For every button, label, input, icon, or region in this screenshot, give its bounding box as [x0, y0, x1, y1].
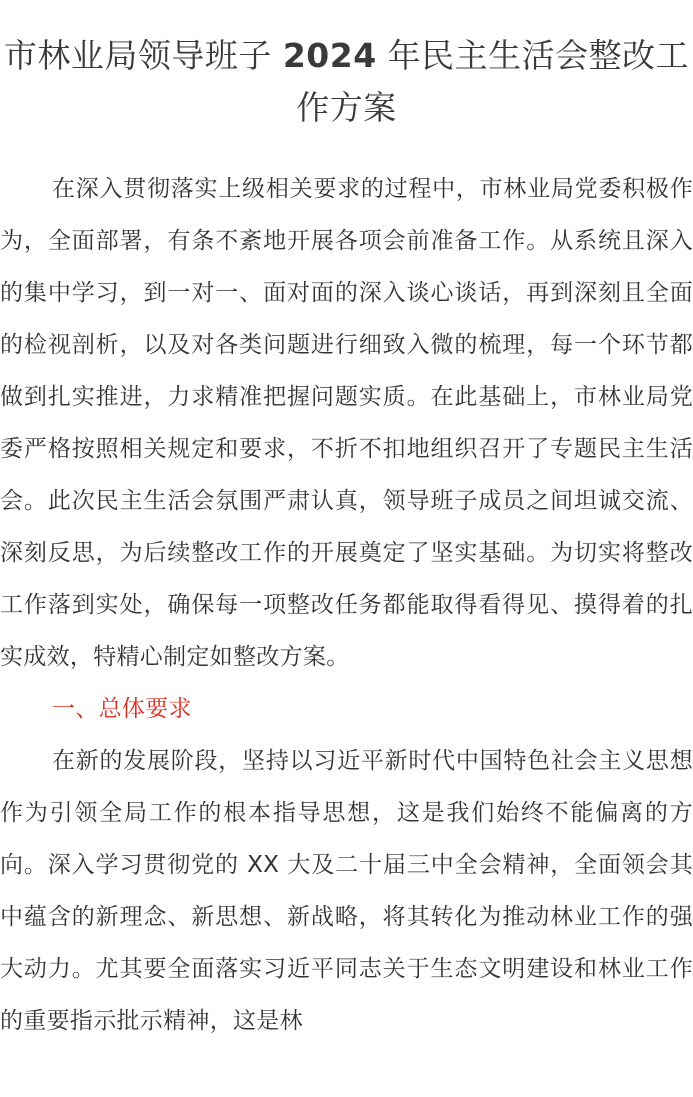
title-part-2: 年民主生活会整改工作方案	[296, 36, 690, 127]
intro-paragraph: 在深入贯彻落实上级相关要求的过程中，市林业局党委积极作为，全面部署，有条不紊地开展各项会前准备工作。从系统且深入的集中学习，到一对一、面对面的深入谈心谈话，再到深刻且全面的检视剖析，以及对各类问题进行细致入微的梳理，每一个环节都做到扎实推进，力求精准把握问题实质。在此基础上，市林业局党委严格按照相关规定和要求，不折不扣地组织召开了专题民主生活会。此次民主生活会氛围严肃认真，领导班子成员之间坦诚交流、深刻反思，为后续整改工作的开展奠定了坚实基础。为切实将整改工作落到实处，确保每一项整改任务都能取得看得见、摸得着的扎实成效，特精心制定如整改方案。	[0, 176, 693, 670]
document-title	[0, 0, 693, 134]
document-body	[0, 163, 693, 1047]
title-year: 2024	[282, 36, 377, 75]
section-paragraph: 在新的发展阶段，坚持以习近平新时代中国特色社会主义思想作为引领全局工作的根本指导思想，这是我们始终不能偏离的方向。深入学习贯彻党的 XX 大及二十届三中全会精神，全面领会其中蕴含的新理念、新思想、新战略，将其转化为推动林业工作的强大动力。尤其要全面落实习近平同志关于生态文明建设和林业工作的重要指示批示精神，这是林	[0, 748, 693, 1034]
section-heading: 一、总体要求	[52, 696, 192, 722]
title-part-1: 市林业局领导班子	[3, 36, 283, 75]
